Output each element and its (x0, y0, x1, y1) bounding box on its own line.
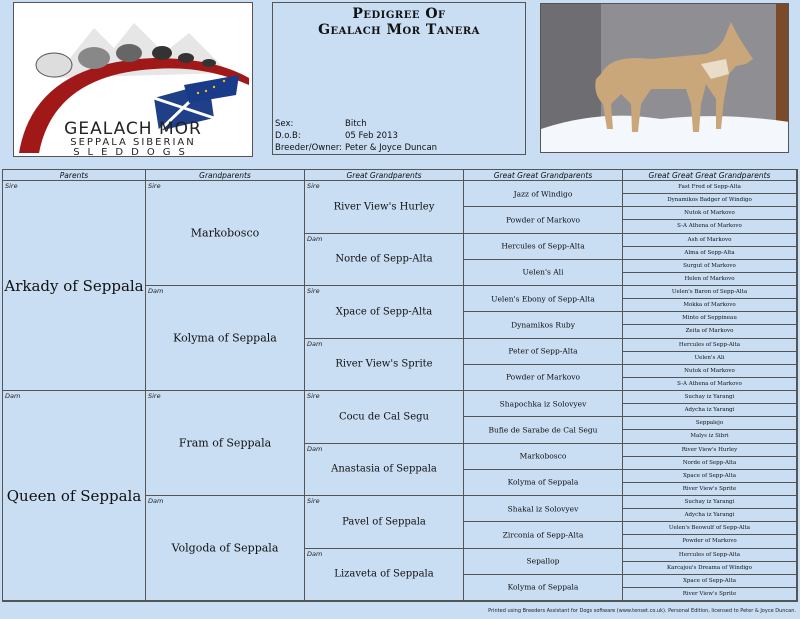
dog-name: Powder of Markovo (505, 215, 581, 225)
pedigree-cell-gen5 (623, 352, 797, 365)
pedigree-cell-gen5 (623, 562, 797, 575)
pedigree-cell-gen5 (623, 273, 797, 286)
pedigree-table (2, 169, 798, 602)
pedigree-cell-gen3 (305, 234, 464, 287)
dog-name: Fram of Seppala (178, 436, 272, 450)
header-gen-1: Parents (3, 170, 146, 181)
breeder-value: Peter & Joyce Duncan (345, 143, 438, 153)
dog-name: Hercules of Sepp-Alta (678, 341, 741, 348)
dog-name: Suchay iz Yarangi (684, 499, 735, 506)
dog-name: Pavel of Seppala (342, 516, 426, 528)
dam-tag: Dam (148, 497, 164, 505)
sire-tag: Sire (148, 182, 161, 190)
dog-name: Xpace of Sepp-Alta (682, 577, 737, 584)
pedigree-cell-gen5 (623, 391, 797, 404)
pedigree-cell-gen5 (623, 404, 797, 417)
dob-label: D.o.B: (275, 131, 301, 141)
dog-name: Cocu de Cal Segu (339, 411, 429, 423)
pedigree-cell-gen2 (146, 181, 305, 286)
dog-name: Uelen's Beowulf of Sepp-Alta (668, 525, 751, 532)
dog-name: Xpace of Sepp-Alta (682, 472, 737, 479)
logo-line-3: SLEDDOGS (73, 147, 193, 157)
dog-name: Zeita of Markovo (685, 328, 734, 335)
pedigree-cell-gen5 (623, 325, 797, 338)
dog-name: Uelen's Baron of Sepp-Alta (671, 289, 748, 296)
breeder-label: Breeder/Owner: (275, 143, 343, 153)
pedigree-cell-gen4 (464, 549, 623, 575)
dam-tag: Dam (307, 339, 323, 348)
dam-tag: Dam (307, 444, 323, 453)
dog-name: Fast Fred of Sepp-Alta (678, 184, 741, 191)
pedigree-cell-gen5 (623, 457, 797, 470)
dog-name: Hercules of Sepp-Alta (501, 241, 585, 251)
sire-tag: Sire (5, 182, 18, 190)
dog-name: Ash of Markovo (687, 236, 732, 243)
dog-name: S-A Athena of Markovo (677, 380, 742, 387)
pedigree-cell-gen5 (623, 417, 797, 430)
sex-label: Sex: (275, 119, 294, 129)
dob-value: 05 Feb 2013 (345, 131, 398, 141)
dog-name: Markobosco (190, 226, 260, 240)
pedigree-cell-gen4 (464, 417, 623, 443)
pedigree-cell-gen2 (146, 286, 305, 391)
pedigree-cell-gen1 (3, 181, 146, 391)
dog-name: Uelen's Ali (522, 267, 564, 277)
pedigree-cell-gen5 (623, 181, 797, 194)
dog-name: Adycha iz Yarangi (684, 512, 735, 519)
header-gen-2: Grandparents (146, 170, 305, 181)
pedigree-cell-gen5 (623, 575, 797, 588)
pedigree-cell-gen4 (464, 365, 623, 391)
dog-name: S-A Athena of Markovo (677, 223, 742, 230)
pedigree-cell-gen5 (623, 496, 797, 509)
dam-tag: Dam (5, 392, 21, 400)
pedigree-cell-gen4 (464, 286, 623, 312)
pedigree-cell-gen5 (623, 430, 797, 443)
pedigree-cell-gen5 (623, 299, 797, 312)
pedigree-cell-gen5 (623, 220, 797, 233)
pedigree-cell-gen5 (623, 207, 797, 220)
dam-tag: Dam (307, 234, 323, 243)
sire-tag: Sire (307, 497, 320, 505)
dog-name: Nutok of Markovo (684, 210, 735, 217)
dog-name: River View's Hurley (681, 446, 738, 453)
dog-name: Adycha iz Yarangi (684, 407, 735, 414)
pedigree-cell-gen3 (305, 181, 464, 234)
header-gen-4: Great Great Grandparents (464, 170, 623, 181)
pedigree-cell-gen5 (623, 234, 797, 247)
pedigree-cell-gen4 (464, 575, 623, 601)
dog-name: Queen of Seppala (6, 486, 142, 505)
dog-name: Helen of Markovo (684, 275, 735, 282)
dog-name: Shakal iz Solovyev (507, 504, 579, 514)
dog-name: Norde of Sepp-Alta (335, 253, 433, 265)
dog-name: Minto of Seppineau (682, 315, 737, 322)
pedigree-cell-gen4 (464, 522, 623, 548)
pedigree-cell-gen2 (146, 391, 305, 496)
dog-name: Peter of Sepp-Alta (508, 346, 578, 356)
dog-name: Dynamikos Badger of Windigo (667, 197, 752, 204)
dog-name: River View's Sprite (682, 485, 737, 492)
dog-photo (540, 3, 789, 153)
sire-tag: Sire (307, 287, 320, 295)
logo-line-2: SEPPALA SIBERIAN (70, 137, 196, 148)
dog-photo-image (541, 4, 789, 153)
dog-name: Mokka of Markovo (683, 302, 736, 309)
dog-name: Anastasia of Seppala (331, 463, 437, 475)
dog-name: Volgoda of Seppala (171, 541, 279, 555)
sex-value: Bitch (345, 119, 367, 129)
pedigree-cell-gen5 (623, 509, 797, 522)
dog-name: Hercules of Sepp-Alta (678, 551, 741, 558)
pedigree-cell-gen3 (305, 286, 464, 339)
dog-name: Bufie de Sarabe de Cal Segu (488, 425, 598, 435)
dog-name: Karcajou's Dreama of Windigo (667, 564, 752, 571)
pedigree-cell-gen3 (305, 496, 464, 549)
pedigree-title-box (272, 2, 526, 155)
dam-tag: Dam (148, 287, 164, 295)
dog-name: Jazz of Windigo (513, 189, 573, 199)
pedigree-cell-gen5 (623, 312, 797, 325)
sire-tag: Sire (148, 392, 161, 400)
pedigree-cell-gen5 (623, 535, 797, 548)
pedigree-cell-gen5 (623, 194, 797, 207)
dog-name: Alma of Sepp-Alta (684, 249, 735, 256)
pedigree-cell-gen5 (623, 470, 797, 483)
pedigree-cell-gen4 (464, 312, 623, 338)
pedigree-cell-gen5 (623, 549, 797, 562)
pedigree-cell-gen4 (464, 444, 623, 470)
dog-name: River View's Hurley (333, 201, 435, 213)
dog-name: Lizaveta of Seppala (334, 568, 434, 580)
pedigree-cell-gen5 (623, 260, 797, 273)
dog-name: River View's Sprite (682, 590, 737, 597)
pedigree-cell-gen1 (3, 391, 146, 601)
pedigree-cell-gen5 (623, 378, 797, 391)
dog-name: Malys iz Sibri (690, 433, 729, 440)
footer-note: Printed using Breeders Assistant for Dogs software (www.tenset.co.uk). Personal Edition, licensed to Peter & Joyce Duncan. (488, 608, 796, 614)
sire-tag: Sire (307, 392, 320, 400)
dog-name: Uelen's Ebony of Sepp-Alta (491, 294, 595, 304)
dog-name: Powder of Markovo (682, 538, 737, 545)
dog-name: Norde of Sepp-Alta (682, 459, 737, 466)
pedigree-cell-gen4 (464, 260, 623, 286)
dog-name: Powder of Markovo (505, 372, 581, 382)
pedigree-cell-gen5 (623, 522, 797, 535)
dog-name: Surgut of Markovo (683, 262, 736, 269)
dog-name: Sepallop (526, 556, 560, 566)
dog-name: Markobosco (519, 451, 567, 461)
pedigree-cell-gen3 (305, 391, 464, 444)
sire-tag: Sire (307, 182, 320, 190)
dog-name: Nutok of Markovo (684, 367, 735, 374)
pedigree-cell-gen5 (623, 588, 797, 601)
dog-name: Arkady of Seppala (4, 276, 144, 295)
pedigree-cell-gen5 (623, 339, 797, 352)
pedigree-cell-gen5 (623, 247, 797, 260)
header-gen-3: Great Grandparents (305, 170, 464, 181)
header-gen-5: Great Great Great Grandparents (623, 170, 797, 181)
dog-name: River View's Sprite (335, 358, 433, 370)
dog-name: Suchay iz Yarangi (684, 394, 735, 401)
dog-name: Xpace of Sepp-Alta (335, 306, 433, 318)
dog-name: Dynamikos Ruby (511, 320, 575, 330)
pedigree-cell-gen4 (464, 496, 623, 522)
pedigree-cell-gen3 (305, 549, 464, 602)
pedigree-cell-gen4 (464, 234, 623, 260)
dog-name: Kolyma of Seppala (507, 582, 579, 592)
pedigree-cell-gen4 (464, 207, 623, 233)
dog-name: Kolyma of Seppala (507, 477, 579, 487)
pedigree-cell-gen5 (623, 444, 797, 457)
pedigree-cell-gen4 (464, 181, 623, 207)
pedigree-cell-gen4 (464, 470, 623, 496)
pedigree-cell-gen5 (623, 286, 797, 299)
pedigree-cell-gen4 (464, 339, 623, 365)
pedigree-cell-gen3 (305, 339, 464, 392)
dog-name: Kolyma of Seppala (173, 331, 277, 345)
pedigree-cell-gen5 (623, 483, 797, 496)
dog-name: Seppalejo (695, 420, 724, 427)
pedigree-cell-gen3 (305, 444, 464, 497)
kennel-logo (13, 2, 253, 157)
title-line-1: Pedigree Of (352, 6, 446, 22)
title-line-2: Gealach Mor Tanera (318, 22, 480, 38)
pedigree-cell-gen5 (623, 365, 797, 378)
pedigree-cell-gen2 (146, 496, 305, 601)
dog-name: Zirconia of Sepp-Alta (502, 530, 584, 540)
dam-tag: Dam (307, 549, 323, 558)
dog-name: Uelen's Ali (694, 354, 725, 361)
dog-name: Shapochka iz Solovyev (499, 399, 587, 409)
pedigree-cell-gen4 (464, 391, 623, 417)
logo-line-1: GEALACH MOR (64, 119, 202, 139)
